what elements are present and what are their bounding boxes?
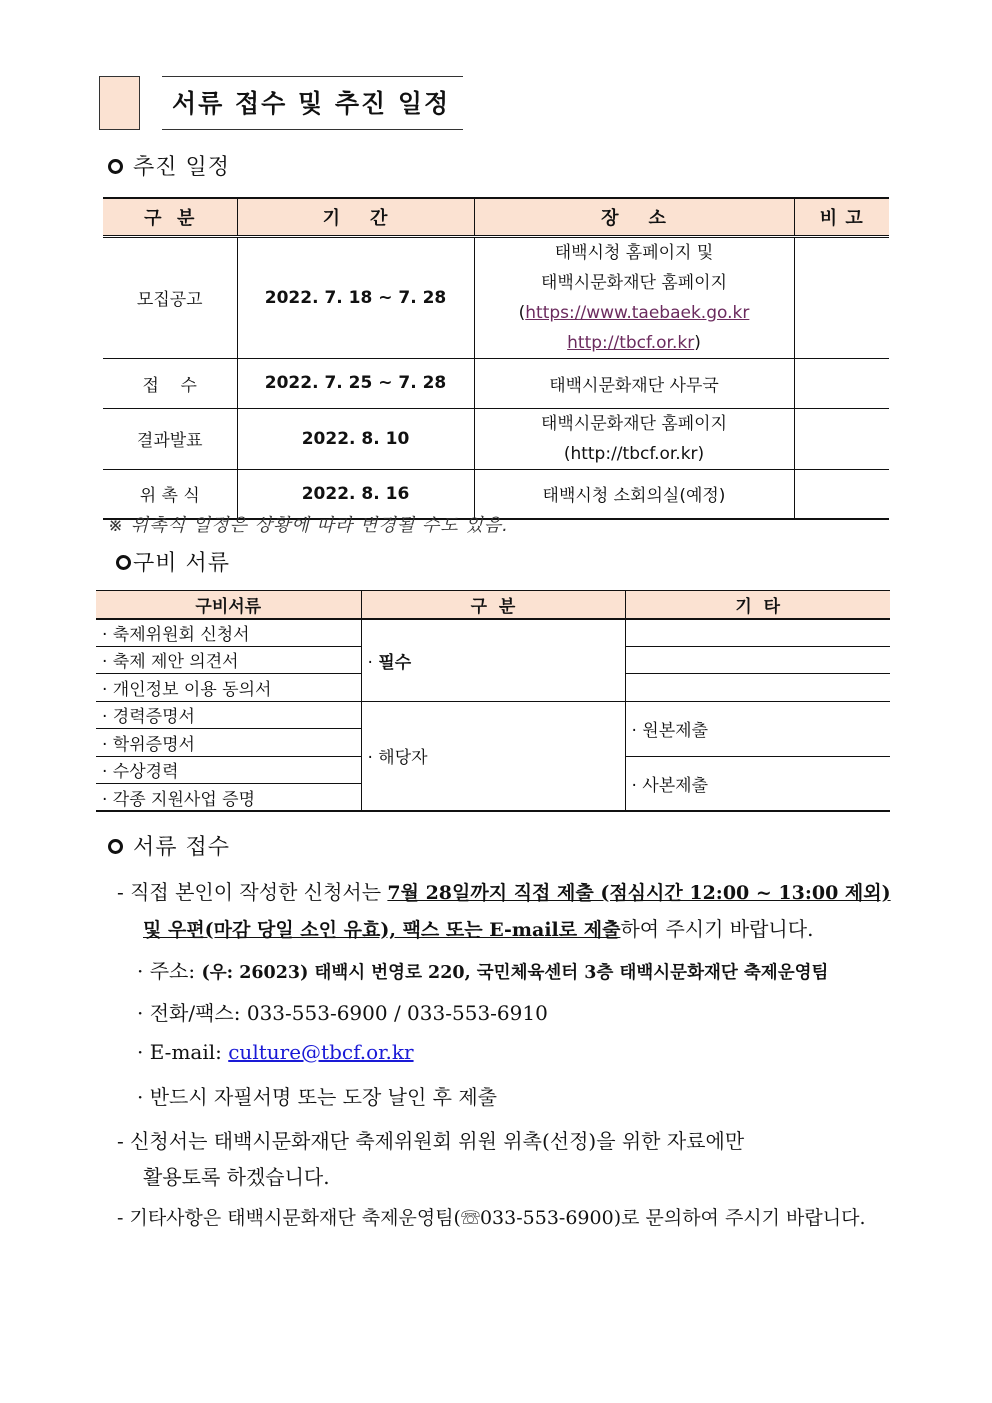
row-note	[794, 408, 889, 469]
row-note	[794, 236, 889, 358]
submission-paragraph-2-cont: 활용토록 하겠습니다.	[143, 1165, 330, 1189]
circle-bullet-icon	[116, 555, 131, 570]
schedule-heading	[108, 150, 230, 181]
tbcf-homepage-link[interactable]: http://tbcf.or.kr	[567, 332, 695, 353]
header-etc: 기 타	[625, 591, 890, 619]
page-title: 서류 접수 및 추진 일정	[172, 89, 451, 118]
address-line	[137, 955, 828, 984]
p1-deadline: 7월 28일까지 직접 제출 (점심시간 12:00 ~ 13:00 제외)	[387, 882, 891, 904]
header-place: 장 소	[474, 198, 794, 236]
row-place	[474, 236, 794, 358]
table-row	[103, 358, 889, 408]
place-line: 태백시문화재단 홈페이지	[540, 272, 728, 293]
tel-label: · 전화/팩스:	[137, 1001, 247, 1025]
table-row	[96, 619, 890, 647]
row-period: 2022. 8. 16	[237, 469, 474, 519]
row-period: 2022. 7. 18 ~ 7. 28	[237, 236, 474, 358]
etc-cell	[625, 674, 890, 702]
address-value: (우: 26023) 태백시 번영로 220, 국민체육센터 3층 태백시문화재단 축제운영팀	[201, 963, 829, 983]
table-row	[103, 408, 889, 469]
documents-header-row	[96, 591, 890, 619]
row-label: 결과발표	[103, 408, 237, 469]
place-line: 태백시문화재단 홈페이지	[540, 413, 728, 434]
etc-cell	[625, 646, 890, 674]
document-item: · 각종 지원사업 증명	[96, 784, 361, 812]
taebaek-homepage-link[interactable]: https://www.taebaek.go.kr	[525, 302, 750, 323]
seal-line: · 반드시 자필서명 또는 도장 날인 후 제출	[137, 1085, 497, 1109]
schedule-table	[103, 197, 889, 520]
table-row	[96, 701, 890, 729]
schedule-header-row	[103, 198, 889, 236]
row-label: 위 촉 식	[103, 469, 237, 519]
row-note	[794, 469, 889, 519]
table-row	[103, 236, 889, 358]
header-category: 구 분	[361, 591, 625, 619]
tel-line	[137, 997, 548, 1026]
submission-heading-text: 서류 접수	[133, 835, 231, 860]
row-note	[794, 358, 889, 408]
document-item: · 수상경력	[96, 756, 361, 784]
email-label: · E-mail:	[137, 1040, 229, 1064]
paren-close: )	[694, 332, 701, 353]
original-cell: · 원본제출	[625, 701, 890, 756]
documents-table	[96, 590, 890, 812]
submission-paragraph-3: - 기타사항은 태백시문화재단 축제운영팀(☏033-553-6900)로 문의하여 주시기 바랍니다.	[117, 1207, 866, 1229]
submission-heading	[108, 830, 230, 861]
row-place	[474, 408, 794, 469]
email-link[interactable]: culture@tbcf.or.kr	[228, 1040, 414, 1064]
documents-heading-text: 구비 서류	[133, 551, 231, 576]
place-line: 태백시청 홈페이지 및	[554, 242, 714, 263]
circle-bullet-icon	[108, 159, 123, 174]
document-item: · 축제 제안 의견서	[96, 646, 361, 674]
etc-cell	[625, 619, 890, 647]
title-rule-top	[162, 76, 463, 77]
p1-text: - 직접 본인이 작성한 신청서는	[117, 880, 388, 904]
required-prefix: ·	[367, 652, 379, 673]
copy-cell: · 사본제출	[625, 756, 890, 811]
row-label: 접 수	[103, 358, 237, 408]
row-period: 2022. 7. 25 ~ 7. 28	[237, 358, 474, 408]
submission-paragraph-1	[117, 876, 891, 905]
header-category: 구 분	[103, 198, 237, 236]
submission-paragraph-1-cont	[143, 913, 813, 942]
p1-end: 하여 주시기 바랍니다.	[620, 917, 814, 941]
address-label: · 주소:	[137, 959, 202, 983]
schedule-heading-text: 추진 일정	[133, 155, 231, 180]
row-period: 2022. 8. 10	[237, 408, 474, 469]
tel-value: 033-553-6900 / 033-553-6910	[246, 1001, 548, 1025]
tbcf-homepage-link[interactable]: (http://tbcf.or.kr)	[563, 443, 705, 464]
title-rule-bottom	[162, 129, 463, 130]
applicable-cell: · 해당자	[361, 701, 625, 811]
submission-paragraph-2: - 신청서는 태백시문화재단 축제위원회 위원 위촉(선정)을 위한 자료에만	[117, 1129, 745, 1153]
header-note: 비 고	[794, 198, 889, 236]
circle-bullet-icon	[108, 839, 123, 854]
paren-open: (	[518, 302, 526, 323]
document-item: · 경력증명서	[96, 701, 361, 729]
schedule-footnote: ※ 위촉식 일정은 상황에 따라 변경될 수도 있음.	[108, 515, 509, 536]
document-item: · 학위증명서	[96, 729, 361, 757]
row-label: 모집공고	[103, 236, 237, 358]
documents-heading	[116, 546, 230, 577]
required-cell	[361, 619, 625, 702]
title-marker-box	[99, 76, 140, 130]
p1-method: 및 우편(마감 당일 소인 유효), 팩스 또는 E-mail로 제출	[143, 919, 621, 941]
document-item: · 축제위원회 신청서	[96, 619, 361, 647]
header-period: 기 간	[237, 198, 474, 236]
row-place: 태백시청 소회의실(예정)	[474, 469, 794, 519]
document-item: · 개인정보 이용 동의서	[96, 674, 361, 702]
row-place: 태백시문화재단 사무국	[474, 358, 794, 408]
email-line	[137, 1040, 414, 1064]
header-documents: 구비서류	[96, 591, 361, 619]
required-label: 필수	[378, 652, 412, 673]
